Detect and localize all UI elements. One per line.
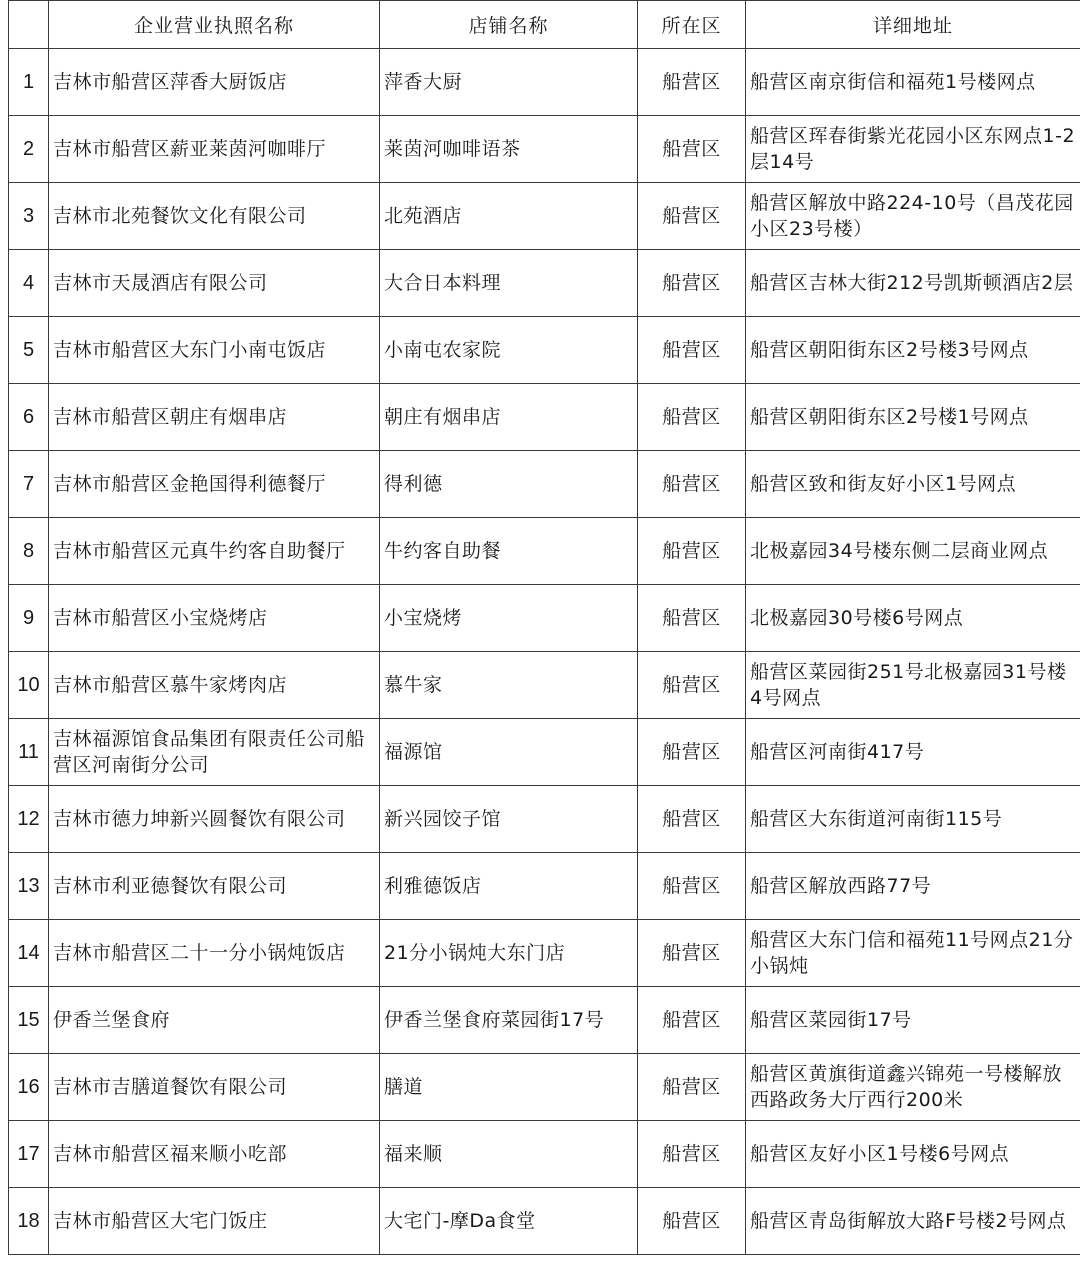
license-name-cell: 吉林市船营区小宝烧烤店 <box>49 585 380 652</box>
table-row <box>9 518 1080 585</box>
license-name-cell: 吉林市船营区大东门小南屯饭店 <box>49 317 380 384</box>
district-cell: 船营区 <box>638 250 746 317</box>
address-cell: 船营区大东街道河南街115号 <box>746 786 1080 853</box>
row-number: 16 <box>9 1054 49 1121</box>
address-cell: 船营区解放中路224-10号（昌茂花园小区23号楼） <box>746 183 1080 250</box>
address-cell: 船营区友好小区1号楼6号网点 <box>746 1121 1080 1188</box>
license-name-cell: 吉林市船营区薪亚莱茵河咖啡厅 <box>49 116 380 183</box>
district-cell: 船营区 <box>638 317 746 384</box>
shop-name-cell: 小宝烧烤 <box>380 585 638 652</box>
row-number: 2 <box>9 116 49 183</box>
row-number: 7 <box>9 451 49 518</box>
table-row <box>9 786 1080 853</box>
row-number: 8 <box>9 518 49 585</box>
license-name-cell: 吉林市北苑餐饮文化有限公司 <box>49 183 380 250</box>
table-row <box>9 853 1080 920</box>
row-number: 12 <box>9 786 49 853</box>
row-number: 15 <box>9 987 49 1054</box>
header-no <box>9 1 49 49</box>
district-cell: 船营区 <box>638 853 746 920</box>
shop-name-cell: 朝庄有烟串店 <box>380 384 638 451</box>
district-cell: 船营区 <box>638 652 746 719</box>
table-row <box>9 384 1080 451</box>
row-number: 10 <box>9 652 49 719</box>
district-cell: 船营区 <box>638 719 746 786</box>
license-name-cell: 吉林福源馆食品集团有限责任公司船营区河南街分公司 <box>49 719 380 786</box>
shop-name-cell: 大宅门-摩Da食堂 <box>380 1188 638 1255</box>
address-cell: 船营区菜园街17号 <box>746 987 1080 1054</box>
license-name-cell: 吉林市利亚德餐饮有限公司 <box>49 853 380 920</box>
district-cell: 船营区 <box>638 1054 746 1121</box>
table-row <box>9 250 1080 317</box>
license-name-cell: 吉林市德力坤新兴圆餐饮有限公司 <box>49 786 380 853</box>
address-cell: 北极嘉园34号楼东侧二层商业网点 <box>746 518 1080 585</box>
address-cell: 船营区吉林大街212号凯斯顿酒店2层 <box>746 250 1080 317</box>
shop-name-cell: 萍香大厨 <box>380 49 638 116</box>
row-number: 18 <box>9 1188 49 1255</box>
district-cell: 船营区 <box>638 786 746 853</box>
license-name-cell: 吉林市船营区福来顺小吃部 <box>49 1121 380 1188</box>
license-name-cell: 吉林市船营区萍香大厨饭店 <box>49 49 380 116</box>
table-row <box>9 1188 1080 1255</box>
table-row <box>9 451 1080 518</box>
row-number: 13 <box>9 853 49 920</box>
district-cell: 船营区 <box>638 920 746 987</box>
address-cell: 船营区河南街417号 <box>746 719 1080 786</box>
address-cell: 船营区南京街信和福苑1号楼网点 <box>746 49 1080 116</box>
header-shop-name: 店铺名称 <box>380 1 638 49</box>
address-cell: 船营区菜园街251号北极嘉园31号楼4号网点 <box>746 652 1080 719</box>
table-row <box>9 116 1080 183</box>
table-header-row <box>9 1 1080 49</box>
license-name-cell: 吉林市船营区二十一分小锅炖饭店 <box>49 920 380 987</box>
shop-name-cell: 新兴园饺子馆 <box>380 786 638 853</box>
row-number: 9 <box>9 585 49 652</box>
row-number: 4 <box>9 250 49 317</box>
table-row <box>9 1121 1080 1188</box>
table-body <box>9 49 1080 1255</box>
district-cell: 船营区 <box>638 585 746 652</box>
address-cell: 船营区朝阳街东区2号楼3号网点 <box>746 317 1080 384</box>
license-name-cell: 吉林市船营区大宅门饭庄 <box>49 1188 380 1255</box>
license-name-cell: 吉林市船营区元真牛约客自助餐厅 <box>49 518 380 585</box>
address-cell: 北极嘉园30号楼6号网点 <box>746 585 1080 652</box>
shop-name-cell: 小南屯农家院 <box>380 317 638 384</box>
row-number: 17 <box>9 1121 49 1188</box>
table-row <box>9 1054 1080 1121</box>
shop-name-cell: 福来顺 <box>380 1121 638 1188</box>
district-cell: 船营区 <box>638 987 746 1054</box>
header-district: 所在区 <box>638 1 746 49</box>
district-cell: 船营区 <box>638 1188 746 1255</box>
license-name-cell: 吉林市天晟酒店有限公司 <box>49 250 380 317</box>
shop-name-cell: 膳道 <box>380 1054 638 1121</box>
row-number: 1 <box>9 49 49 116</box>
district-cell: 船营区 <box>638 183 746 250</box>
table-row <box>9 920 1080 987</box>
address-cell: 船营区青岛街解放大路F号楼2号网点 <box>746 1188 1080 1255</box>
row-number: 14 <box>9 920 49 987</box>
address-cell: 船营区大东门信和福苑11号网点21分小锅炖 <box>746 920 1080 987</box>
table-row <box>9 585 1080 652</box>
shop-name-cell: 大合日本料理 <box>380 250 638 317</box>
shop-name-cell: 得利德 <box>380 451 638 518</box>
shop-name-cell: 莱茵河咖啡语茶 <box>380 116 638 183</box>
district-cell: 船营区 <box>638 384 746 451</box>
address-cell: 船营区解放西路77号 <box>746 853 1080 920</box>
license-name-cell: 吉林市船营区金艳国得利德餐厅 <box>49 451 380 518</box>
table-row <box>9 183 1080 250</box>
header-license-name: 企业营业执照名称 <box>49 1 380 49</box>
district-cell: 船营区 <box>638 451 746 518</box>
restaurant-list-sheet <box>8 0 1080 1255</box>
license-name-cell: 吉林市吉膳道餐饮有限公司 <box>49 1054 380 1121</box>
district-cell: 船营区 <box>638 518 746 585</box>
row-number: 11 <box>9 719 49 786</box>
table-row <box>9 719 1080 786</box>
license-name-cell: 吉林市船营区朝庄有烟串店 <box>49 384 380 451</box>
license-name-cell: 伊香兰堡食府 <box>49 987 380 1054</box>
header-address: 详细地址 <box>746 1 1080 49</box>
address-cell: 船营区珲春街紫光花园小区东网点1-2层14号 <box>746 116 1080 183</box>
shop-name-cell: 北苑酒店 <box>380 183 638 250</box>
table-row <box>9 987 1080 1054</box>
shop-name-cell: 21分小锅炖大东门店 <box>380 920 638 987</box>
shop-name-cell: 福源馆 <box>380 719 638 786</box>
table-row <box>9 49 1080 116</box>
address-cell: 船营区朝阳街东区2号楼1号网点 <box>746 384 1080 451</box>
shop-name-cell: 慕牛家 <box>380 652 638 719</box>
table-row <box>9 317 1080 384</box>
row-number: 5 <box>9 317 49 384</box>
row-number: 3 <box>9 183 49 250</box>
district-cell: 船营区 <box>638 116 746 183</box>
address-cell: 船营区黄旗街道鑫兴锦苑一号楼解放西路政务大厅西行200米 <box>746 1054 1080 1121</box>
address-cell: 船营区致和街友好小区1号网点 <box>746 451 1080 518</box>
shop-name-cell: 利雅德饭店 <box>380 853 638 920</box>
row-number: 6 <box>9 384 49 451</box>
shop-name-cell: 伊香兰堡食府菜园街17号 <box>380 987 638 1054</box>
restaurant-table <box>8 0 1080 1255</box>
district-cell: 船营区 <box>638 1121 746 1188</box>
district-cell: 船营区 <box>638 49 746 116</box>
table-row <box>9 652 1080 719</box>
shop-name-cell: 牛约客自助餐 <box>380 518 638 585</box>
license-name-cell: 吉林市船营区慕牛家烤肉店 <box>49 652 380 719</box>
